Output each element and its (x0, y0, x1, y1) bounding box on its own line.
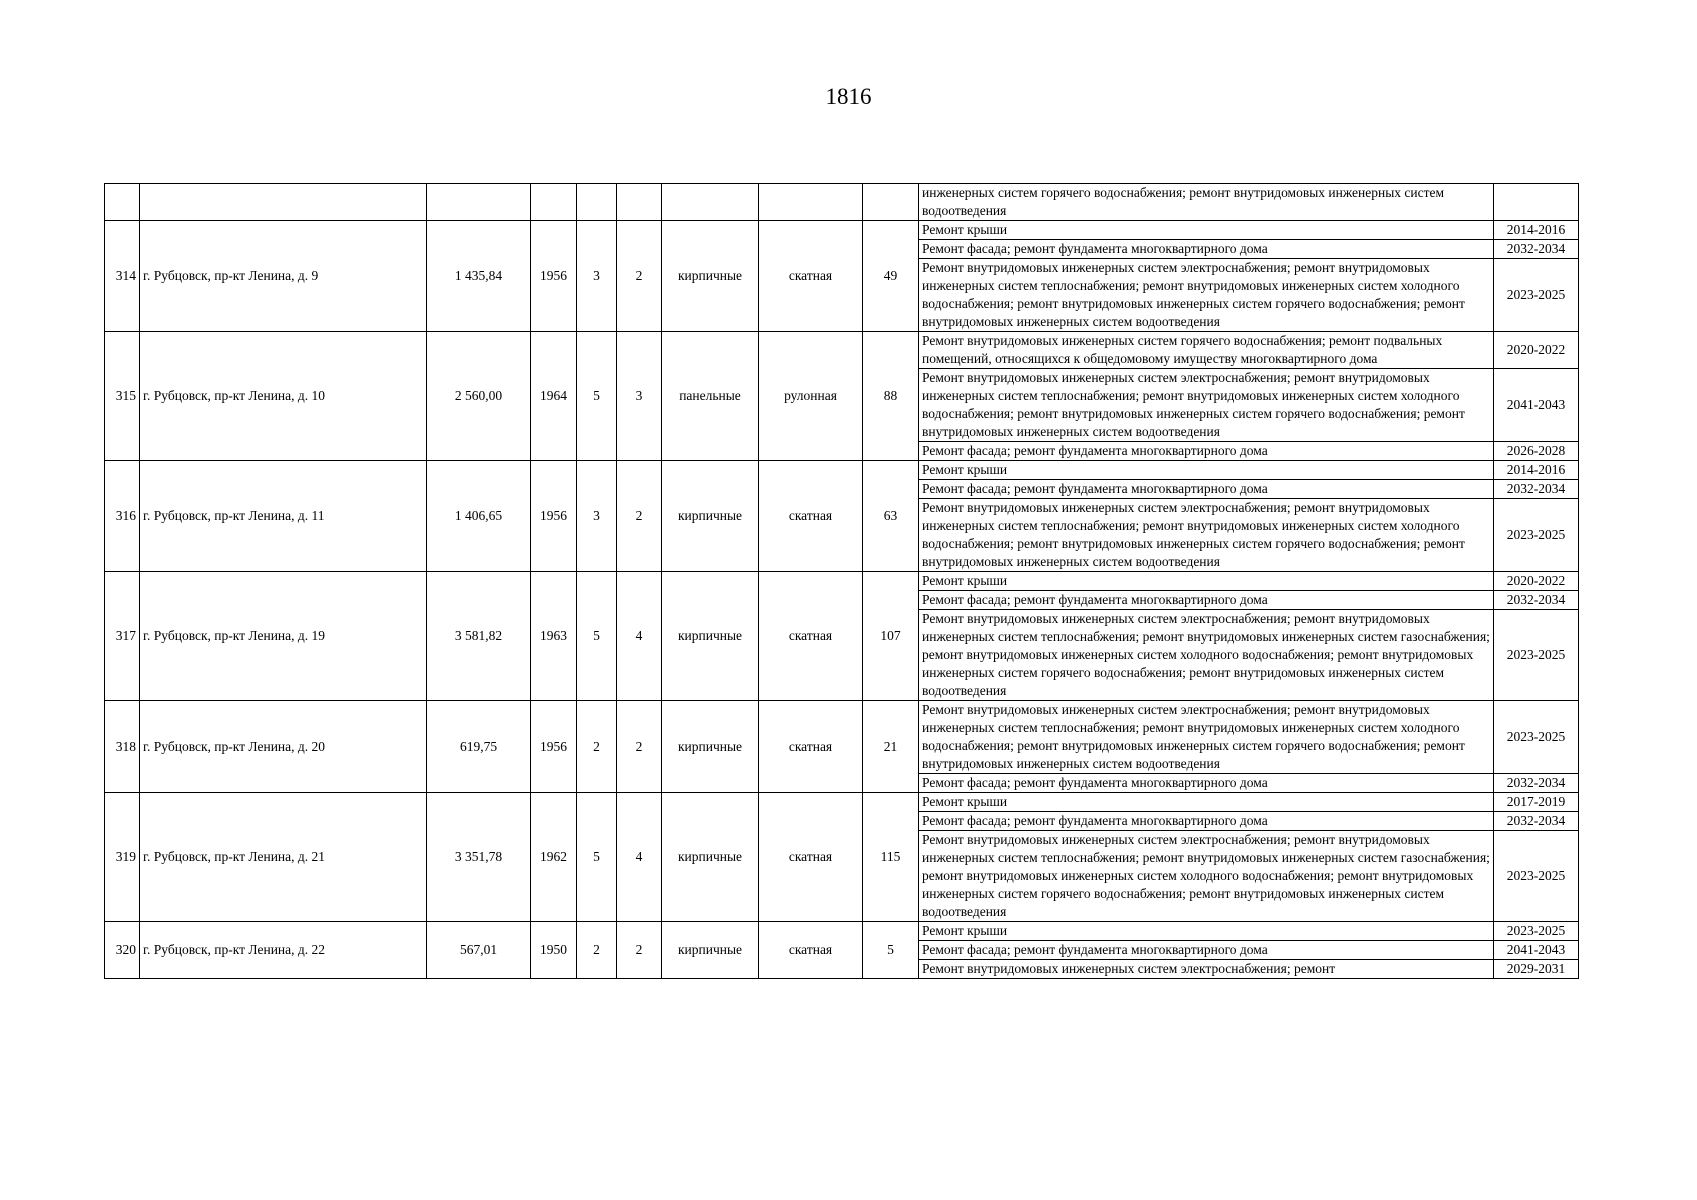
construction-year: 1950 (531, 922, 577, 979)
table-row (105, 922, 1579, 941)
wall-material: кирпичные (662, 793, 759, 922)
repair-period: 2023-2025 (1494, 701, 1579, 774)
construction-year: 1956 (531, 461, 577, 572)
repair-period (1494, 184, 1579, 221)
house-address: г. Рубцовск, пр-кт Ленина, д. 21 (140, 793, 427, 922)
repair-period: 2041-2043 (1494, 369, 1579, 442)
entrance-count: 2 (617, 461, 662, 572)
house-number: 318 (105, 701, 140, 793)
entrance-count: 3 (617, 332, 662, 461)
house-address: г. Рубцовск, пр-кт Ленина, д. 9 (140, 221, 427, 332)
floor-count: 5 (577, 572, 617, 701)
roof-type: рулонная (759, 332, 863, 461)
roof-type: скатная (759, 461, 863, 572)
floor-count: 3 (577, 461, 617, 572)
construction-year (531, 184, 577, 221)
table-row (105, 701, 1579, 774)
house-number: 316 (105, 461, 140, 572)
repair-work: Ремонт внутридомовых инженерных систем электроснабжения; ремонт внутридомовых инженерных систем теплоснабжения; ремонт внутридомовых инженерных систем холодного водоснабжения; ремонт внутридомовых инженерных систем горячего водоснабжения; ремонт внутридомовых инженерных систем водоотведения (919, 259, 1494, 332)
resident-count (863, 184, 919, 221)
repair-period: 2023-2025 (1494, 610, 1579, 701)
floor-count (577, 184, 617, 221)
repair-period: 2017-2019 (1494, 793, 1579, 812)
roof-type: скатная (759, 701, 863, 793)
entrance-count: 4 (617, 793, 662, 922)
floor-count: 3 (577, 221, 617, 332)
house-area: 3 581,82 (427, 572, 531, 701)
house-number: 320 (105, 922, 140, 979)
repair-period: 2023-2025 (1494, 922, 1579, 941)
repair-period: 2020-2022 (1494, 572, 1579, 591)
wall-material (662, 184, 759, 221)
housing-register-table (104, 183, 1579, 979)
roof-type: скатная (759, 572, 863, 701)
construction-year: 1956 (531, 701, 577, 793)
repair-work: Ремонт крыши (919, 922, 1494, 941)
repair-period: 2032-2034 (1494, 812, 1579, 831)
wall-material: кирпичные (662, 221, 759, 332)
repair-work: Ремонт фасада; ремонт фундамента многоквартирного дома (919, 480, 1494, 499)
repair-work: Ремонт внутридомовых инженерных систем электроснабжения; ремонт внутридомовых инженерных систем теплоснабжения; ремонт внутридомовых инженерных систем газоснабжения; ремонт внутридомовых инженерных систем холодного водоснабжения; ремонт внутридомовых инженерных систем горячего водоснабжения; ремонт внутридомовых инженерных систем водоотведения (919, 610, 1494, 701)
roof-type: скатная (759, 922, 863, 979)
roof-type (759, 184, 863, 221)
repair-work: Ремонт внутридомовых инженерных систем электроснабжения; ремонт внутридомовых инженерных систем теплоснабжения; ремонт внутридомовых инженерных систем холодного водоснабжения; ремонт внутридомовых инженерных систем горячего водоснабжения; ремонт внутридомовых инженерных систем водоотведения (919, 701, 1494, 774)
wall-material: кирпичные (662, 922, 759, 979)
repair-period: 2026-2028 (1494, 442, 1579, 461)
roof-type: скатная (759, 221, 863, 332)
repair-work: инженерных систем горячего водоснабжения; ремонт внутридомовых инженерных систем водоотведения (919, 184, 1494, 221)
floor-count: 5 (577, 793, 617, 922)
construction-year: 1962 (531, 793, 577, 922)
repair-work: Ремонт фасада; ремонт фундамента многоквартирного дома (919, 591, 1494, 610)
repair-period: 2032-2034 (1494, 591, 1579, 610)
house-address: г. Рубцовск, пр-кт Ленина, д. 20 (140, 701, 427, 793)
house-number: 315 (105, 332, 140, 461)
wall-material: кирпичные (662, 461, 759, 572)
entrance-count: 2 (617, 922, 662, 979)
wall-material: панельные (662, 332, 759, 461)
repair-work: Ремонт внутридомовых инженерных систем электроснабжения; ремонт внутридомовых инженерных систем теплоснабжения; ремонт внутридомовых инженерных систем холодного водоснабжения; ремонт внутридомовых инженерных систем горячего водоснабжения; ремонт внутридомовых инженерных систем водоотведения (919, 499, 1494, 572)
repair-work: Ремонт крыши (919, 221, 1494, 240)
repair-period: 2014-2016 (1494, 461, 1579, 480)
house-address (140, 184, 427, 221)
entrance-count: 2 (617, 701, 662, 793)
repair-work: Ремонт внутридомовых инженерных систем электроснабжения; ремонт (919, 960, 1494, 979)
table-row (105, 221, 1579, 240)
house-area (427, 184, 531, 221)
repair-work: Ремонт крыши (919, 461, 1494, 480)
repair-work: Ремонт крыши (919, 572, 1494, 591)
repair-period: 2032-2034 (1494, 240, 1579, 259)
repair-period: 2020-2022 (1494, 332, 1579, 369)
repair-period: 2029-2031 (1494, 960, 1579, 979)
repair-work: Ремонт фасада; ремонт фундамента многоквартирного дома (919, 442, 1494, 461)
repair-period: 2041-2043 (1494, 941, 1579, 960)
repair-period: 2023-2025 (1494, 259, 1579, 332)
repair-period: 2032-2034 (1494, 480, 1579, 499)
roof-type: скатная (759, 793, 863, 922)
wall-material: кирпичные (662, 572, 759, 701)
resident-count: 21 (863, 701, 919, 793)
repair-period: 2014-2016 (1494, 221, 1579, 240)
table-row (105, 184, 1579, 221)
entrance-count: 4 (617, 572, 662, 701)
repair-work: Ремонт крыши (919, 793, 1494, 812)
register-body (105, 184, 1579, 979)
entrance-count: 2 (617, 221, 662, 332)
resident-count: 49 (863, 221, 919, 332)
page-number: 1816 (825, 84, 872, 109)
repair-work: Ремонт внутридомовых инженерных систем электроснабжения; ремонт внутридомовых инженерных систем теплоснабжения; ремонт внутридомовых инженерных систем газоснабжения; ремонт внутридомовых инженерных систем холодного водоснабжения; ремонт внутридомовых инженерных систем горячего водоснабжения; ремонт внутридомовых инженерных систем водоотведения (919, 831, 1494, 922)
table-row (105, 461, 1579, 480)
house-address: г. Рубцовск, пр-кт Ленина, д. 22 (140, 922, 427, 979)
construction-year: 1963 (531, 572, 577, 701)
repair-work: Ремонт фасада; ремонт фундамента многоквартирного дома (919, 774, 1494, 793)
house-number: 319 (105, 793, 140, 922)
repair-work: Ремонт фасада; ремонт фундамента многоквартирного дома (919, 240, 1494, 259)
construction-year: 1956 (531, 221, 577, 332)
house-area: 3 351,78 (427, 793, 531, 922)
resident-count: 5 (863, 922, 919, 979)
table-row (105, 572, 1579, 591)
house-number: 317 (105, 572, 140, 701)
repair-period: 2023-2025 (1494, 831, 1579, 922)
repair-work: Ремонт внутридомовых инженерных систем электроснабжения; ремонт внутридомовых инженерных систем теплоснабжения; ремонт внутридомовых инженерных систем холодного водоснабжения; ремонт внутридомовых инженерных систем горячего водоснабжения; ремонт внутридомовых инженерных систем водоотведения (919, 369, 1494, 442)
resident-count: 107 (863, 572, 919, 701)
table-row (105, 793, 1579, 812)
house-area: 619,75 (427, 701, 531, 793)
resident-count: 88 (863, 332, 919, 461)
resident-count: 115 (863, 793, 919, 922)
house-area: 567,01 (427, 922, 531, 979)
repair-work: Ремонт внутридомовых инженерных систем горячего водоснабжения; ремонт подвальных помещений, относящихся к общедомовому имуществу многоквартирного дома (919, 332, 1494, 369)
floor-count: 2 (577, 922, 617, 979)
house-area: 1 406,65 (427, 461, 531, 572)
house-number: 314 (105, 221, 140, 332)
entrance-count (617, 184, 662, 221)
repair-period: 2023-2025 (1494, 499, 1579, 572)
repair-period: 2032-2034 (1494, 774, 1579, 793)
resident-count: 63 (863, 461, 919, 572)
house-area: 1 435,84 (427, 221, 531, 332)
house-number (105, 184, 140, 221)
house-address: г. Рубцовск, пр-кт Ленина, д. 10 (140, 332, 427, 461)
floor-count: 5 (577, 332, 617, 461)
house-address: г. Рубцовск, пр-кт Ленина, д. 19 (140, 572, 427, 701)
house-address: г. Рубцовск, пр-кт Ленина, д. 11 (140, 461, 427, 572)
repair-work: Ремонт фасада; ремонт фундамента многоквартирного дома (919, 812, 1494, 831)
repair-work: Ремонт фасада; ремонт фундамента многоквартирного дома (919, 941, 1494, 960)
house-area: 2 560,00 (427, 332, 531, 461)
floor-count: 2 (577, 701, 617, 793)
table-row (105, 332, 1579, 369)
construction-year: 1964 (531, 332, 577, 461)
wall-material: кирпичные (662, 701, 759, 793)
